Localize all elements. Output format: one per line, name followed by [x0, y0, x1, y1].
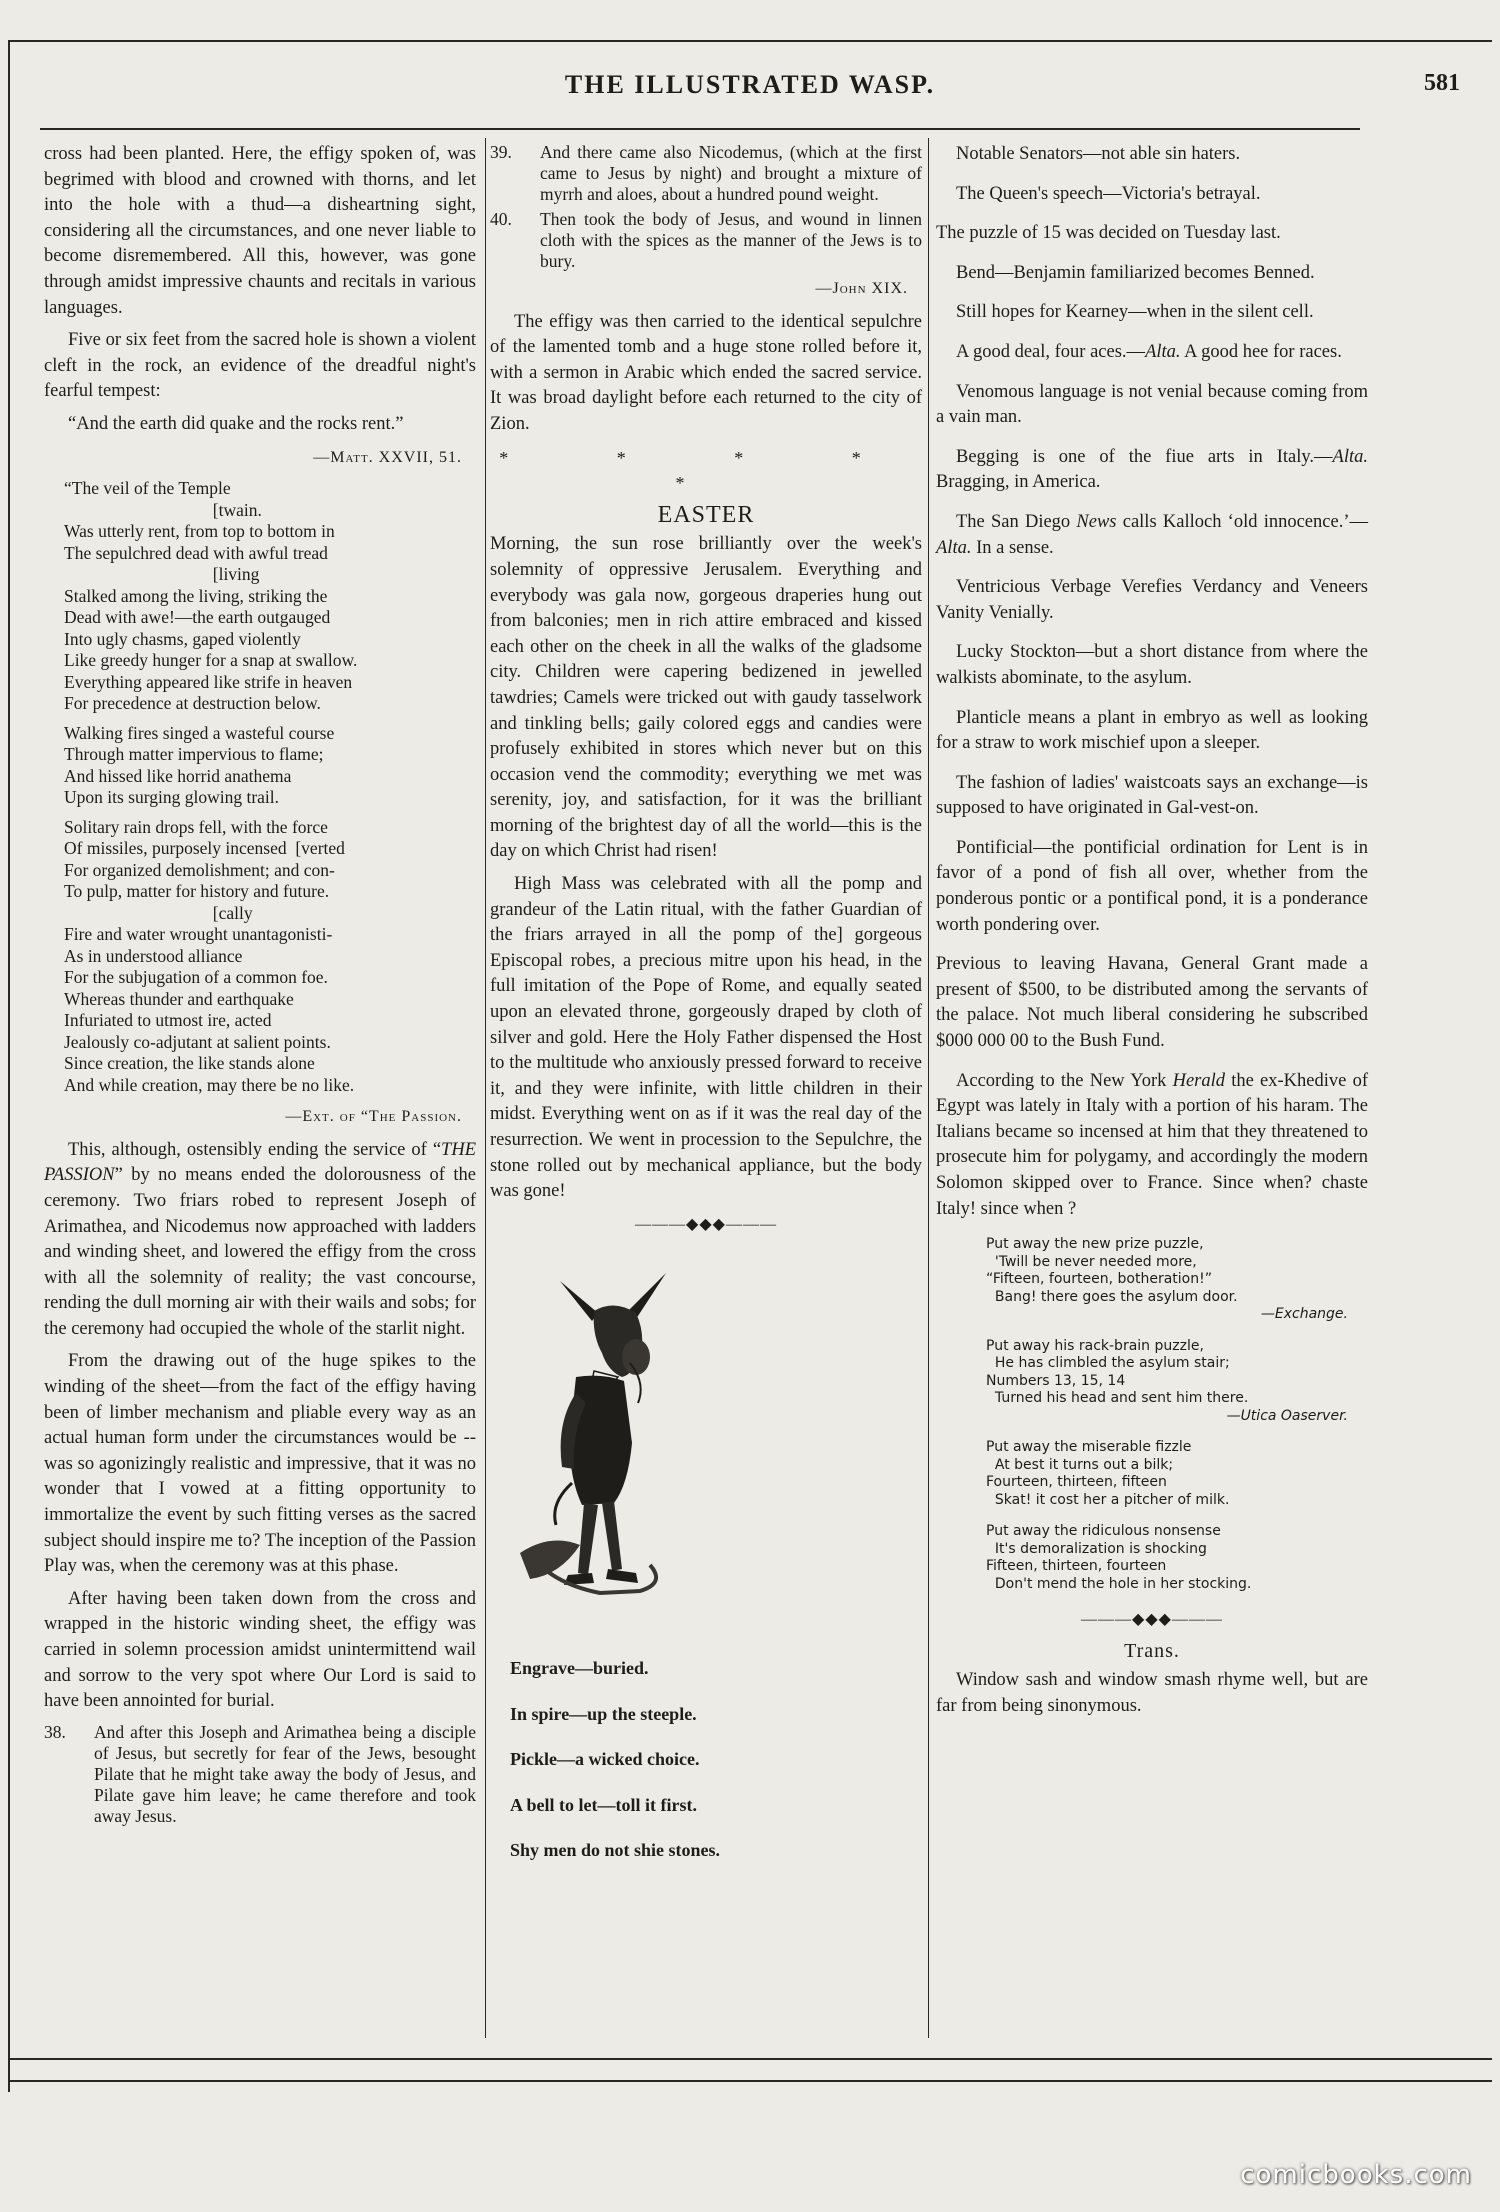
text-run: The San Diego	[956, 511, 1077, 532]
verse-line: It's demoralization is shocking	[986, 1540, 1207, 1557]
joke-item: Window sash and window smash rhyme well, but are far from being sinonymous.	[936, 1670, 1368, 1716]
pun-item: Pickle—a wicked choice.	[510, 1749, 700, 1770]
pun-item: A bell to let—toll it first.	[510, 1794, 697, 1815]
column-divider-1	[485, 138, 486, 2038]
poem-stanza	[64, 817, 476, 1097]
joke-item: Ventricious Verbage Verefies Verdancy and Veneers Vanity Venially.	[936, 577, 1368, 623]
pun-item: In spire—up the steeple.	[510, 1703, 697, 1724]
site-watermark: comicbooks.com	[1240, 2160, 1472, 2190]
numbered-verse	[490, 209, 922, 272]
poem-line: For the subjugation of a common foe.	[64, 967, 328, 988]
ornament-divider: ———◆◆◆———	[635, 1215, 777, 1233]
column-2	[490, 142, 922, 1884]
poem-line: Infuriated to utmost ire, acted	[64, 1010, 272, 1031]
italic-source: Alta.	[1145, 341, 1181, 362]
joke-item: Still hopes for Kearney—when in the silent cell.	[956, 302, 1314, 323]
header-rule	[40, 128, 1360, 130]
frame-left-rule	[8, 40, 10, 2092]
poem-line: Of missiles, purposely incensed [verted	[64, 838, 345, 859]
joke-item	[936, 340, 1368, 366]
masthead	[40, 70, 1460, 110]
verse-line: “Fifteen, fourteen, botheration!”	[986, 1271, 1212, 1288]
text-run: A good hee for races.	[1180, 341, 1342, 362]
verse-line: Put away his rack-brain puzzle,	[986, 1337, 1204, 1354]
italic-title: THE PASSION	[44, 1139, 476, 1186]
text-run: the ex-Khedive of Egypt was lately in Italy with a portion of his haram. The Italians became so incensed at him that they threatened to prosecute him for polygamy, and accordingly the modern Solomon skipped over to France. Since when? chaste Italy! since when ?	[936, 1070, 1368, 1219]
italic-source: Alta.	[1332, 446, 1368, 467]
poem-line: Jealously co-adjutant at salient points.	[64, 1031, 331, 1052]
poem-line: For precedence at destruction below.	[64, 693, 321, 714]
puzzle-verse	[986, 1523, 1368, 1593]
column-3	[936, 142, 1368, 1734]
verse-line: Turned his head and sent him there.	[986, 1390, 1249, 1407]
poem-line: For organized demolishment; and con-	[64, 859, 335, 880]
poem-line: Whereas thunder and earthquake	[64, 988, 294, 1009]
text-run: According to the New York	[956, 1070, 1173, 1091]
italic-source: News	[1076, 511, 1117, 532]
text-run: Bragging, in America.	[936, 472, 1101, 493]
puzzle-verse	[986, 1439, 1368, 1509]
joke-item	[936, 445, 1368, 496]
quote-source: —Matt. XXVII, 51.	[313, 448, 462, 466]
publication-title: THE ILLUSTRATED WASP.	[564, 70, 936, 99]
verse-number: 40.	[490, 209, 512, 229]
poem-line: “The veil of the Temple	[64, 478, 231, 499]
poem-line: Since creation, the like stands alone	[64, 1053, 315, 1074]
text-run: In a sense.	[971, 537, 1054, 558]
poem-line: Through matter impervious to flame;	[64, 744, 324, 765]
poem-line: And hissed like horrid anathema	[64, 765, 292, 786]
text-run: ” by no means ended the dolorousness of the ceremony. Two friars robed to represent Joseph of Arimathea, and Nicodemus now approached with ladders and winding sheet, and lowered the effigy from the cross with all the solemnity of reality; the vast concourse, rending the dull morning air with their wails and sobs; for the ceremony had occupied the whole of the starlit night.	[44, 1165, 476, 1339]
scripture-quote: “And the earth did quake and the rocks rent.”	[68, 413, 404, 434]
joke-item: Venomous language is not venial because coming from a vain man.	[936, 381, 1368, 428]
poem-stanza	[64, 478, 476, 715]
poem-line: Like greedy hunger for a snap at swallow.	[64, 650, 358, 671]
column-divider-2	[928, 138, 929, 2038]
verse-line: 'Twill be never needed more,	[986, 1253, 1197, 1270]
joke-item	[936, 510, 1368, 561]
ornament-divider: ———◆◆◆———	[1081, 1611, 1223, 1629]
poem-source: —Ext. of “The Passion.	[285, 1108, 462, 1126]
column-1	[44, 142, 476, 1831]
pun-item: Shy men do not shie stones.	[510, 1840, 721, 1861]
section-heading: Trans.	[1124, 1639, 1180, 1662]
poem-line: As in understood alliance	[64, 945, 243, 966]
joke-item: The Queen's speech—Victoria's betrayal.	[956, 183, 1261, 204]
verse-number: 38.	[44, 1721, 66, 1742]
section-heading: EASTER	[657, 501, 755, 528]
verse-line: Numbers 13, 15, 14	[986, 1372, 1126, 1389]
poem-line: [living	[64, 564, 260, 585]
pun-list	[490, 1656, 922, 1864]
joke-item: The puzzle of 15 was decided on Tuesday last.	[936, 223, 1281, 244]
paragraph	[44, 1138, 476, 1343]
verse-text: And there came also Nicodemus, (which at the first came to Jesus by night) and brought a mixture of myrrh and aloes, about a hundred pound weight.	[540, 142, 922, 204]
verse-line: Put away the ridiculous nonsense	[986, 1523, 1221, 1540]
joke-item: Bend—Benjamin familiarized becomes Benned.	[956, 262, 1315, 283]
verse-lines	[986, 1338, 1368, 1408]
poem-line: Dead with awe!—the earth outgauged	[64, 607, 331, 628]
poem-line: To pulp, matter for history and future.	[64, 881, 330, 902]
frame-top-rule	[8, 40, 1492, 42]
verse-text: And after this Joseph and Arimathea being a disciple of Jesus, but secretly for fear of the Jews, besought Pilate that he might take away the body of Jesus, and Pilate gave him leave; he came therefore and took away Jesus.	[94, 1721, 476, 1826]
joke-item: Previous to leaving Havana, General Grant made a present of $500, to be distributed among the servants of the palace. Not much liberal considering he subscribed $000 000 00 to the Bush Fund.	[936, 954, 1368, 1052]
verse-text: Then took the body of Jesus, and wound in linnen cloth with the spices as the manner of the Jews is to bury.	[540, 209, 922, 271]
puzzle-verse	[986, 1236, 1368, 1324]
verse-line: He has climbled the asylum stair;	[986, 1355, 1230, 1372]
donkey-cartoon-illustration	[490, 1253, 690, 1633]
joke-item: Notable Senators—not able sin haters.	[956, 144, 1241, 164]
verse-lines	[986, 1523, 1368, 1593]
paragraph: Morning, the sun rose brilliantly over the week's solemnity of oppressive Jerusalem. Everything and everybody was gala now, gorgeous draperies hung out from balconies; men in rich attire embraced and kissed each other on the cheek in all the walks of the gladsome city. Children were capering bedizened in jewelled tawdries; Camels were tricked out with gaudy tasselwork and tinkling bells; gaily colored eggs and candies were profusely exhibited in stores which never but on this occasion vend the commodity; everything we met was serenity, joy, and satisfaction, for it was the brilliant morning of the brightest day of all the world—this is the day on which Christ had risen!	[490, 534, 922, 862]
italic-source: Herald	[1172, 1070, 1226, 1091]
numbered-verse	[44, 1722, 476, 1827]
verse-source: —Exchange.	[1260, 1306, 1348, 1323]
italic-source: Alta.	[936, 537, 972, 558]
verse-source: —John XIX.	[815, 280, 908, 297]
verse-lines	[986, 1439, 1368, 1509]
verse-source: —Utica Oaserver.	[1226, 1407, 1348, 1424]
joke-item: Lucky Stockton—but a short distance from where the walkists abominate, to the asylum.	[936, 642, 1368, 688]
verse-line: Fourteen, thirteen, fifteen	[986, 1474, 1167, 1491]
verse-lines	[986, 1236, 1368, 1306]
text-run: This, although, ostensibly ending the service of “	[68, 1139, 442, 1160]
numbered-verse	[490, 142, 922, 205]
verse-line: Fifteen, thirteen, fourteen	[986, 1558, 1167, 1575]
poem-line: And while creation, may there be no like.	[64, 1074, 355, 1095]
text-run: calls Kalloch ‘old innocence.’—	[1116, 511, 1368, 532]
poem-stanza	[64, 723, 476, 809]
poem-line: The sepulchred dead with awful tread	[64, 542, 328, 563]
pun-item: Engrave—buried.	[510, 1657, 649, 1678]
verse-line: Put away the new prize puzzle,	[986, 1236, 1204, 1253]
poem-line: Solitary rain drops fell, with the force	[64, 816, 328, 837]
verse-line: At best it turns out a bilk;	[986, 1456, 1174, 1473]
poem-line: Walking fires singed a wasteful course	[64, 722, 335, 743]
paragraph: After having been taken down from the cross and wrapped in the historic winding sheet, the effigy was carried in solemn procession amidst unintermittend wail and sorrow to the very spot where Our Lord is said to have been annointed for burial.	[44, 1588, 476, 1712]
footer-rule	[8, 2058, 1492, 2060]
poem-line: Was utterly rent, from top to bottom in	[64, 521, 335, 542]
verse-line: Don't mend the hole in her stocking.	[986, 1575, 1252, 1592]
paragraph: cross had been planted. Here, the effigy spoken of, was begrimed with blood and crowned with thorns, and let into the hole with a thud—a disheartning sight, considering all the circumstances, and one never liable to become disremembered. All this, however, was gone through amidst impressive chaunts and recitals in various languages.	[44, 144, 476, 318]
page-number: 581	[1424, 70, 1460, 96]
verse-line: Put away the miserable fizzle	[986, 1439, 1192, 1456]
poem-line: Everything appeared like strife in heaven	[64, 671, 353, 692]
poem-line: Into ugly chasms, gaped violently	[64, 628, 301, 649]
text-run: A good deal, four aces.—	[956, 341, 1146, 362]
text-run: Begging is one of the fiue arts in Italy.—	[956, 446, 1333, 467]
paragraph: The effigy was then carried to the identical sepulchre of the lamented tomb and a huge stone rolled before it, with a sermon in Arabic which ended the sacred service. It was broad daylight before each returned to the city of Zion.	[490, 311, 922, 434]
verse-number: 39.	[490, 142, 512, 162]
poem-line: Stalked among the living, striking the	[64, 585, 328, 606]
joke-item: Planticle means a plant in embryo as well as looking for a straw to work mischief upon a sleeper.	[936, 707, 1368, 754]
poem-line: [cally	[64, 902, 253, 923]
verse-line: Skat! it cost her a pitcher of milk.	[986, 1491, 1230, 1508]
paragraph: From the drawing out of the huge spikes to the winding of the sheet—from the fact of the effigy having been of limber mechanism and pliable every way as an actual human form under the circumstances would be --was so agonizingly realistic and impressive, that it was no wonder that I vowed at a fitting opportunity to immortalize the event by such fitting verses as the sacred subject should inspire me to? The inception of the Passion Play was, when the ceremony was at this phase.	[44, 1351, 476, 1577]
joke-item: Pontificial—the pontificial ordination for Lent is in favor of a pond of fish all over, whether from the ponderous pontic or a pontifical pond, it is a ponderance worth pondering over.	[936, 837, 1368, 935]
poem-line: Upon its surging glowing trail.	[64, 787, 280, 808]
joke-item	[936, 1069, 1368, 1223]
poem-line: Fire and water wrought unantagonisti-	[64, 924, 333, 945]
paragraph: High Mass was celebrated with all the pomp and grandeur of the Latin ritual, with the father Guardian of the friars arrayed in all the pomp of the] gorgeous Episcopal robes, a precious mitre upon his head, in the full imitation of the Pope of Rome, and equally seated upon an elevated throne, gorgeously draped by cloth of silver and gold. Here the Holy Father dispensed the Host to the multitude who anxiously pressed forward to receive it, and they were infinite, with little children in their midst. Everything went on as if it was the real day of the resurrection. We went in procession to the Sepulchre, the stone rolled out by mechanical appliance, but the body was gone!	[490, 874, 922, 1202]
paragraph: Five or six feet from the sacred hole is shown a violent cleft in the rock, an evidence of the dreadful night's fearful tempest:	[44, 330, 476, 402]
poem-line: [twain.	[64, 499, 262, 520]
joke-item: The fashion of ladies' waistcoats says an exchange—is supposed to have originated in Gal-vest-on.	[936, 772, 1368, 819]
verse-line: Bang! there goes the asylum door.	[986, 1288, 1238, 1305]
footer-rule	[8, 2080, 1492, 2082]
section-break-stars: * * * * *	[499, 447, 913, 494]
puzzle-verse	[986, 1338, 1368, 1426]
